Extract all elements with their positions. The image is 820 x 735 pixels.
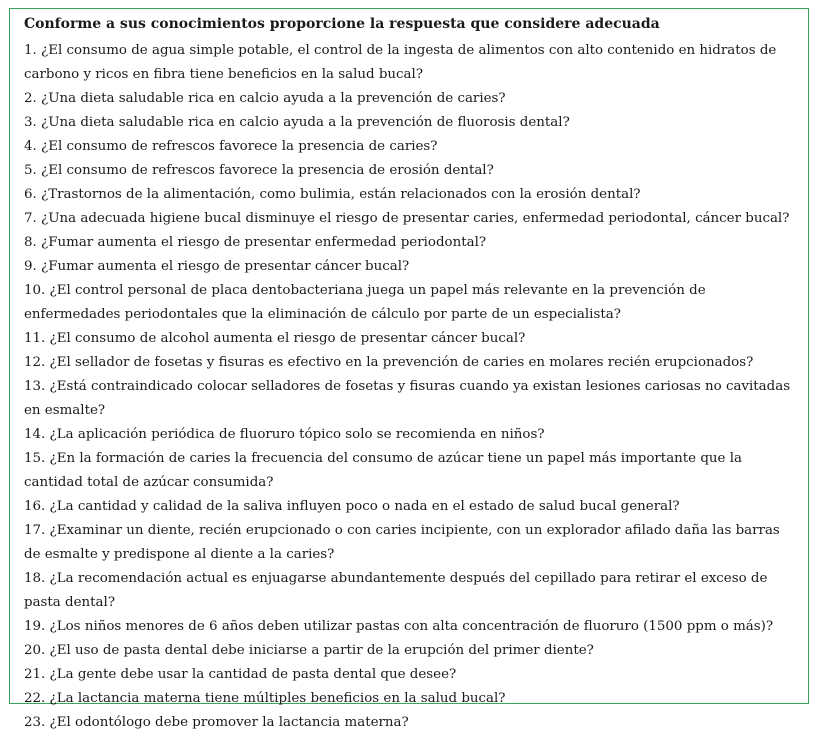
question-item: 16. ¿La cantidad y calidad de la saliva influyen poco o nada en el estado de salud bucal general? <box>24 499 680 514</box>
question-item: 12. ¿El sellador de fosetas y fisuras es efectivo en la prevención de caries en molares recién erupcionados? <box>24 355 754 370</box>
question-item: 6. ¿Trastornos de la alimentación, como bulimia, están relacionados con la erosión dental? <box>24 187 641 202</box>
question-item: 17. ¿Examinar un diente, recién erupcionado o con caries incipiente, con un explorador afilado daña las barras de esmalte y predispone al diente a la caries? <box>24 523 780 562</box>
question-item: 23. ¿El odontólogo debe promover la lactancia materna? <box>24 715 409 730</box>
question-item: 18. ¿La recomendación actual es enjuagarse abundantemente después del cepillado para retirar el exceso de pasta dental? <box>24 571 768 610</box>
questionnaire-box <box>9 8 809 730</box>
question-item: 15. ¿En la formación de caries la frecuencia del consumo de azúcar tiene un papel más importante que la cantidad total de azúcar consumida? <box>24 451 743 490</box>
question-item: 11. ¿El consumo de alcohol aumenta el riesgo de presentar cáncer bucal? <box>24 331 526 346</box>
question-item: 1. ¿El consumo de agua simple potable, el control de la ingesta de alimentos con alto contenido en hidratos de carbono y ricos en fibra tiene beneficios en la salud bucal? <box>24 43 777 82</box>
question-item: 2. ¿Una dieta saludable rica en calcio ayuda a la prevención de caries? <box>24 91 506 106</box>
question-item: 20. ¿El uso de pasta dental debe iniciarse a partir de la erupción del primer diente? <box>24 643 594 658</box>
questionnaire-heading: Conforme a sus conocimientos proporcione la respuesta que considere adecuada <box>24 16 660 32</box>
question-item: 7. ¿Una adecuada higiene bucal disminuye el riesgo de presentar caries, enfermedad periodontal, cáncer bucal? <box>24 211 790 226</box>
question-item: 3. ¿Una dieta saludable rica en calcio ayuda a la prevención de fluorosis dental? <box>24 115 570 130</box>
question-item: 19. ¿Los niños menores de 6 años deben utilizar pastas con alta concentración de fluoruro (1500 ppm o más)? <box>24 619 774 634</box>
question-item: 4. ¿El consumo de refrescos favorece la presencia de caries? <box>24 139 438 154</box>
question-item: 10. ¿El control personal de placa dentobacteriana juega un papel más relevante en la prevención de enfermedades periodontales que la eliminación de cálculo por parte de un especialista? <box>24 283 706 322</box>
question-item: 8. ¿Fumar aumenta el riesgo de presentar enfermedad periodontal? <box>24 235 487 250</box>
question-item: 22. ¿La lactancia materna tiene múltiples beneficios en la salud bucal? <box>24 691 506 706</box>
question-item: 14. ¿La aplicación periódica de fluoruro tópico solo se recomienda en niños? <box>24 427 545 442</box>
question-item: 5. ¿El consumo de refrescos favorece la presencia de erosión dental? <box>24 163 494 178</box>
question-list <box>24 39 800 735</box>
question-item: 9. ¿Fumar aumenta el riesgo de presentar cáncer bucal? <box>24 259 410 274</box>
question-item: 21. ¿La gente debe usar la cantidad de pasta dental que desee? <box>24 667 457 682</box>
question-item: 13. ¿Está contraindicado colocar selladores de fosetas y fisuras cuando ya existan lesiones cariosas no cavitadas en esmalte? <box>24 379 791 418</box>
